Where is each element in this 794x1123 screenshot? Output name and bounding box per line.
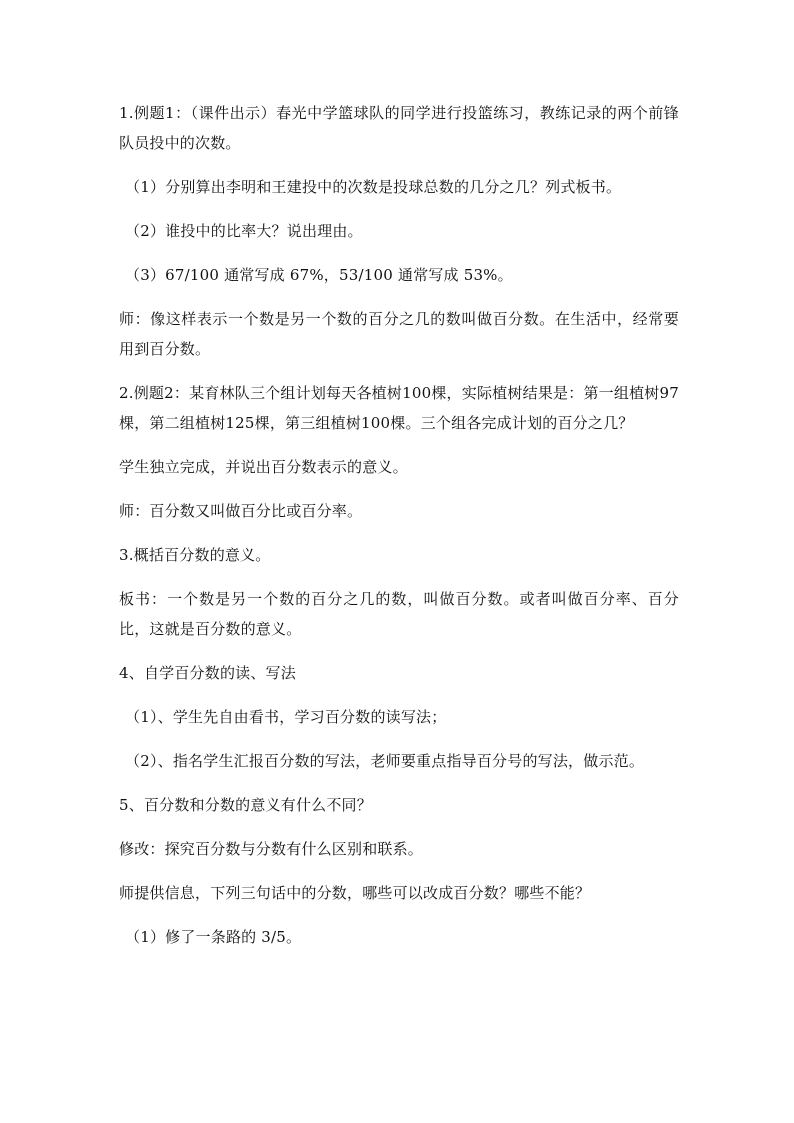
document-body — [119, 98, 679, 966]
section-4-step-2: （2）、指名学生汇报百分数的写法，老师要重点指导百分号的写法，做示范。 — [125, 752, 645, 770]
example-1-question-3: （3）67/100 通常写成 67%，53/100 通常写成 53%。 — [125, 266, 513, 284]
section-3-heading: 3.概括百分数的意义。 — [119, 546, 271, 564]
board-writing: 板书：一个数是另一个数的百分之几的数，叫做百分数。或者叫做百分率、百分比，这就是百分数的意义。 — [119, 590, 679, 638]
example-1-intro: 1.例题1：（课件出示）春光中学篮球队的同学进行投篮练习，教练记录的两个前锋队员投中的次数。 — [119, 104, 679, 152]
student-task: 学生独立完成，并说出百分数表示的意义。 — [119, 458, 408, 476]
teacher-info: 师提供信息，下列三句话中的分数，哪些可以改成百分数？哪些不能？ — [119, 884, 591, 902]
example-1-question-2: （2）谁投中的比率大？说出理由。 — [125, 222, 363, 240]
section-4-heading: 4、自学百分数的读、写法 — [119, 664, 296, 682]
example-1-question-1: （1）分别算出李明和王建投中的次数是投球总数的几分之几？列式板书。 — [125, 178, 622, 196]
info-item-1: （1）修了一条路的 3/5。 — [125, 928, 302, 946]
teacher-note: 师：百分数又叫做百分比或百分率。 — [119, 502, 363, 520]
section-4-step-1: （1）、学生先自由看书，学习百分数的读写法； — [125, 708, 447, 726]
teacher-definition: 师：像这样表示一个数是另一个数的百分之几的数叫做百分数。在生活中，经常要用到百分数。 — [119, 310, 679, 358]
revision-note: 修改：探究百分数与分数有什么区别和联系。 — [119, 840, 424, 858]
section-5-heading: 5、百分数和分数的意义有什么不同？ — [119, 796, 372, 814]
example-2-intro: 2.例题2：某育林队三个组计划每天各植树100棵，实际植树结果是：第一组植树97棵，第二组植树125棵，第三组植树100棵。三个组各完成计划的百分之几？ — [119, 384, 679, 432]
